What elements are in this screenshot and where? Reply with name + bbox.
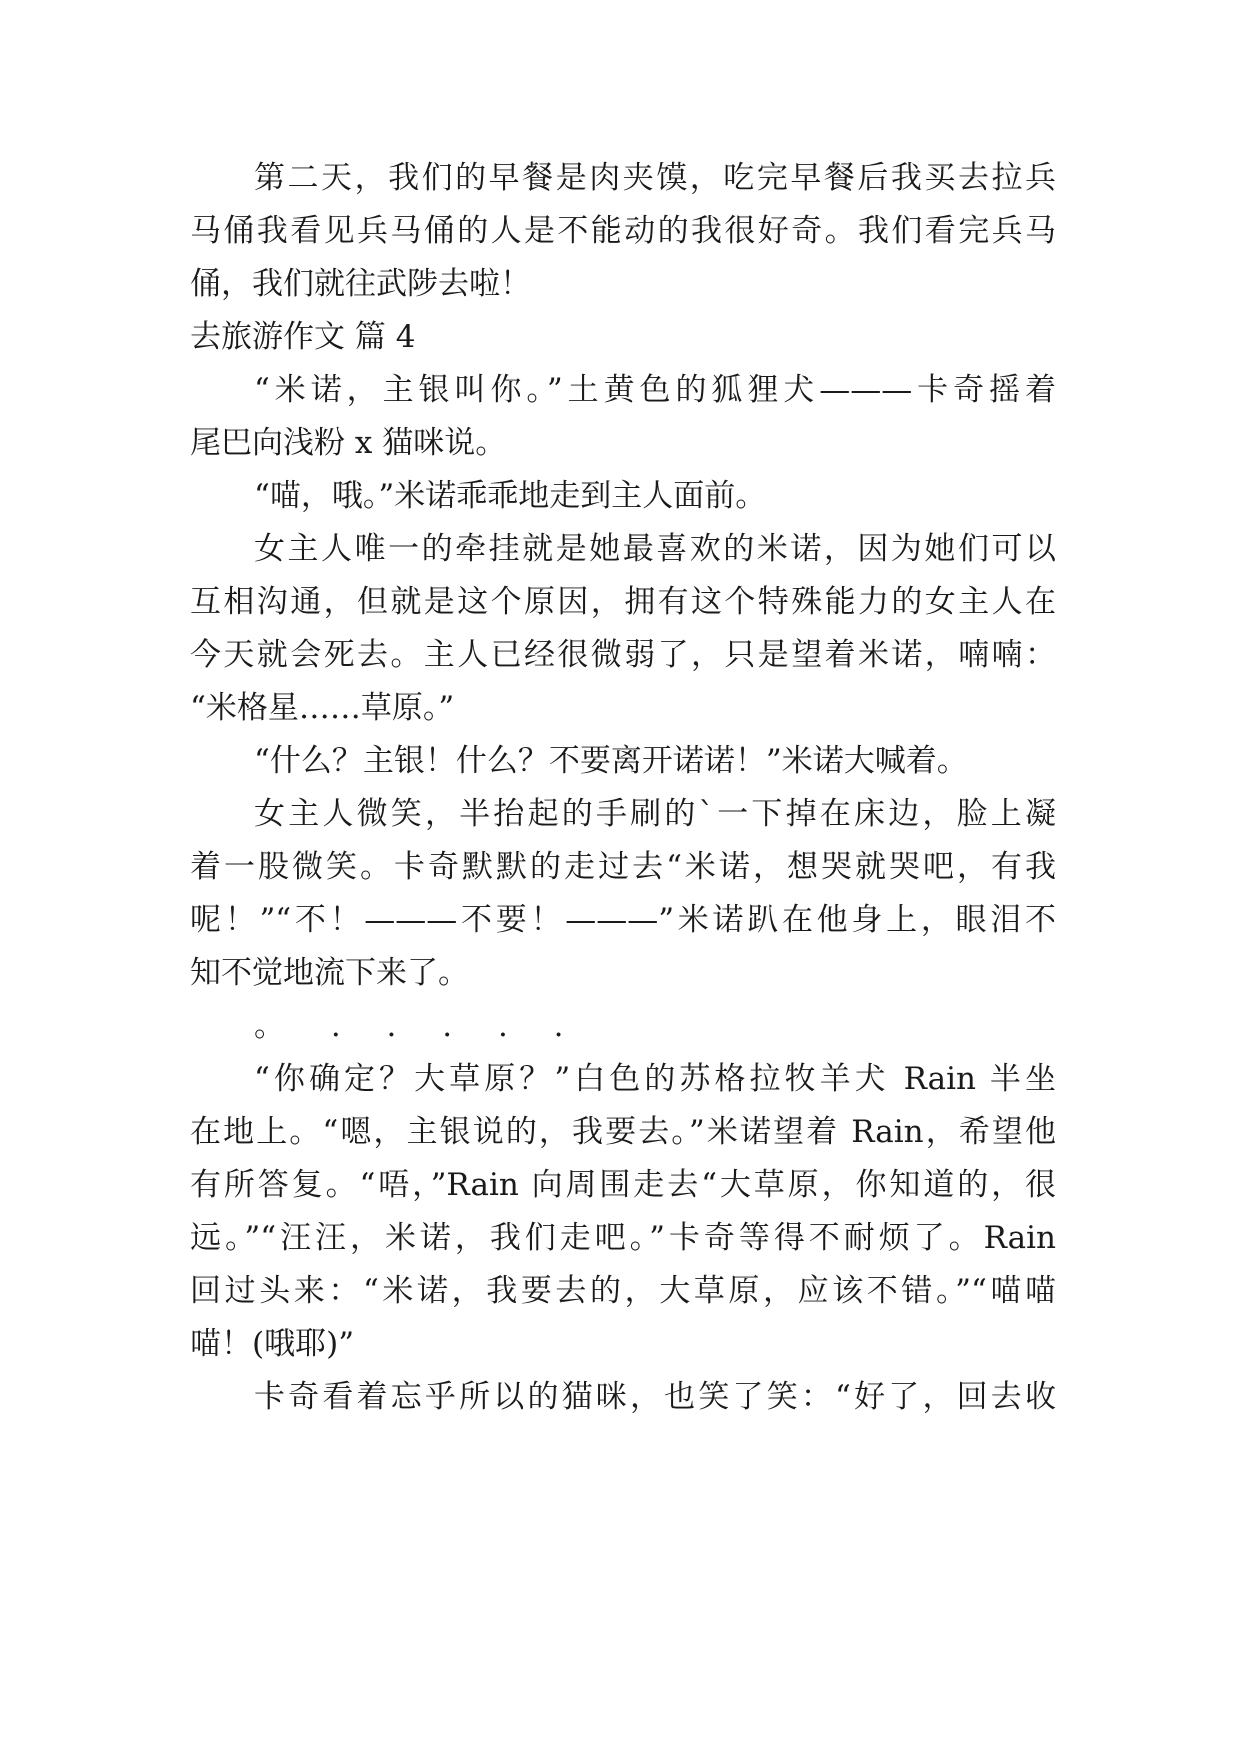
paragraph-line: 尾巴向浅粉 x 猫咪说。 <box>190 425 507 461</box>
paragraph-line: 第二天，我们的早餐是肉夹馍，吃完早餐后我买去拉兵 <box>254 160 1056 196</box>
ellipsis-separator: 。 . . . . . <box>254 1008 582 1044</box>
paragraph-line: 着一股微笑。卡奇默默的走过去“米诺，想哭就哭吧，有我 <box>190 849 1056 885</box>
paragraph-line: 知不觉地流下来了。 <box>190 955 469 991</box>
paragraph-line: 今天就会死去。主人已经很微弱了，只是望着米诺，喃喃： <box>190 637 1056 673</box>
paragraph-line: 在地上。“嗯，主银说的，我要去。”米诺望着 Rain，希望他 <box>190 1114 1056 1150</box>
paragraph-line: “什么？主银！什么？不要离开诺诺！”米诺大喊着。 <box>254 743 968 779</box>
paragraph-line: 呢！”“不！———不要！———”米诺趴在他身上，眼泪不 <box>190 902 1056 938</box>
section-heading: 去旅游作文 篇 4 <box>190 319 416 355</box>
paragraph-line: “米诺，主银叫你。”土黄色的狐狸犬———卡奇摇着 <box>254 372 1056 408</box>
paragraph-line: 有所答复。“唔，”Rain 向周围走去“大草原，你知道的，很 <box>190 1167 1056 1203</box>
paragraph-line: 回过头来：“米诺，我要去的，大草原，应该不错。”“喵喵 <box>190 1273 1056 1309</box>
paragraph-line: “你确定？大草原？”白色的苏格拉牧羊犬 Rain 半坐 <box>254 1061 1056 1097</box>
paragraph-line: “喵，哦。”米诺乖乖地走到主人面前。 <box>254 478 767 514</box>
paragraph-line: 远。”“汪汪，米诺，我们走吧。”卡奇等得不耐烦了。Rain <box>190 1220 1056 1256</box>
paragraph-line: 女主人微笑，半抬起的手刷的`一下掉在床边，脸上凝 <box>254 796 1056 832</box>
paragraph-line: 卡奇看着忘乎所以的猫咪，也笑了笑：“好了，回去收 <box>254 1379 1056 1415</box>
paragraph-line: “米格星……草原。” <box>190 690 455 726</box>
paragraph-line: 马俑我看见兵马俑的人是不能动的我很好奇。我们看完兵马 <box>190 213 1056 249</box>
paragraph-line: 女主人唯一的牵挂就是她最喜欢的米诺，因为她们可以 <box>254 531 1056 567</box>
paragraph-line: 互相沟通，但就是这个原因，拥有这个特殊能力的女主人在 <box>190 584 1056 620</box>
paragraph-line: 俑，我们就往武陟去啦！ <box>190 266 531 302</box>
paragraph-line: 喵！(哦耶)” <box>190 1326 355 1362</box>
